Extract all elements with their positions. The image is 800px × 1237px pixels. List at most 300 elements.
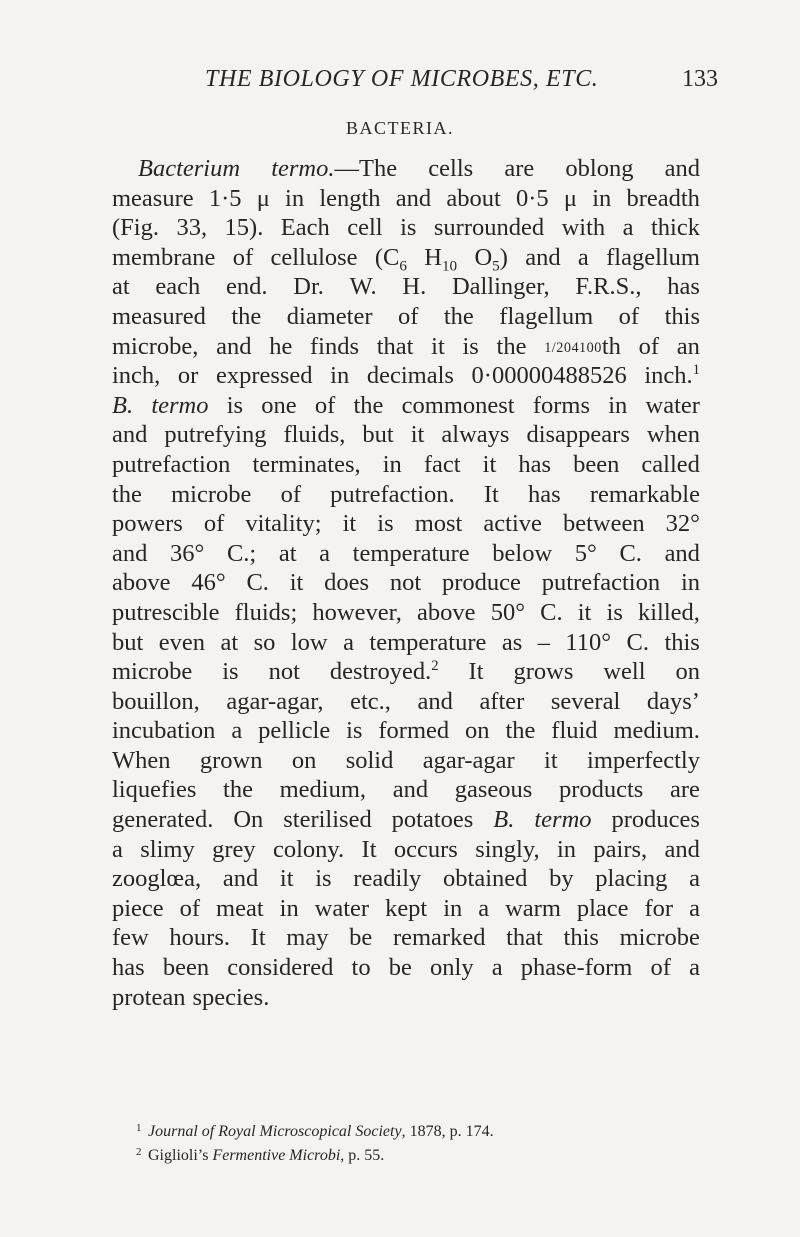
word (279, 539, 297, 569)
text-run: of (638, 332, 660, 360)
text-run: Dr. (293, 273, 324, 301)
word (525, 243, 560, 273)
word (227, 539, 256, 569)
word (246, 568, 268, 598)
text-run: killed, (638, 598, 700, 626)
text-run: inch, (112, 362, 161, 390)
text-run: in (279, 894, 299, 922)
word (424, 243, 457, 273)
italic-text: B. (112, 391, 134, 419)
word (223, 864, 258, 894)
word (226, 687, 323, 717)
footnote-reference: 1 (692, 362, 700, 379)
text-run: few (112, 924, 149, 952)
word (169, 923, 230, 953)
text-run: microbe (619, 924, 700, 952)
word (251, 923, 266, 953)
word (112, 391, 133, 421)
word (666, 509, 700, 539)
text-run: that (376, 332, 414, 360)
italic-text: termo (151, 391, 209, 419)
footnote-mark: 2 (136, 1146, 142, 1158)
text-run: been (573, 450, 620, 478)
text-run: microbe, (112, 332, 199, 360)
word (592, 184, 611, 214)
text-run: Giglioli’s (148, 1147, 213, 1164)
word (542, 568, 660, 598)
word (513, 657, 573, 687)
text-run: finds (310, 332, 360, 360)
text-run: forms (532, 391, 591, 419)
text-run: in (680, 569, 700, 597)
text-line (112, 598, 700, 628)
page-number: 133 (682, 66, 718, 92)
text-run: each (155, 273, 201, 301)
word (112, 243, 215, 273)
word (170, 539, 204, 569)
word (463, 332, 479, 362)
word (343, 628, 354, 658)
word (330, 657, 439, 687)
text-run: it (431, 332, 445, 360)
word (140, 835, 194, 865)
text-run: of (179, 894, 201, 922)
word (216, 361, 313, 391)
body-text (112, 154, 700, 1012)
text-run: the (231, 302, 262, 330)
word (310, 332, 359, 362)
text-run: 0·00000488526 (471, 362, 627, 390)
text-line (112, 450, 700, 480)
text-run: so (253, 628, 276, 656)
word (178, 361, 198, 391)
word (280, 864, 294, 894)
word (315, 864, 331, 894)
text-run: etc., (350, 687, 391, 715)
text-run: are (504, 155, 535, 182)
word (417, 598, 476, 628)
italic-text: Bacterium (138, 155, 241, 182)
word (367, 361, 454, 391)
text-run: has (518, 450, 552, 478)
word (112, 775, 196, 805)
text-run: inch. (644, 362, 693, 390)
text-run: are (670, 776, 700, 804)
word (483, 509, 542, 539)
text-run: commonest (401, 391, 515, 419)
text-run: he (269, 332, 293, 360)
word (638, 598, 700, 628)
word (112, 272, 130, 302)
text-run: water (314, 894, 370, 922)
word (544, 332, 621, 362)
word (502, 628, 522, 658)
word (497, 332, 527, 362)
text-run: on (465, 717, 490, 745)
text-run: of (618, 302, 640, 330)
word (245, 509, 321, 539)
word (330, 361, 349, 391)
text-run: most (414, 510, 463, 538)
text-run: C. (246, 569, 269, 597)
text-run: it (482, 450, 497, 478)
word (475, 835, 539, 865)
text-run: 110° (565, 628, 612, 656)
text-line (112, 184, 700, 214)
text-run: in (330, 362, 350, 390)
text-run: this (563, 924, 599, 952)
text-run: the (496, 332, 527, 360)
word (578, 598, 592, 628)
word (212, 835, 256, 865)
word (220, 628, 238, 658)
text-run: 5° (574, 539, 597, 567)
text-run: occurs (393, 835, 458, 863)
text-run: but (112, 628, 144, 656)
word (280, 894, 299, 924)
text-run: sterilised (283, 806, 372, 834)
text-run: meat (216, 894, 264, 922)
word (619, 539, 641, 569)
text-run: putrescible (112, 598, 220, 626)
text-run: It (250, 924, 266, 952)
word (112, 568, 171, 598)
text-line (112, 391, 700, 421)
text-run: a (343, 628, 354, 656)
text-run: fluids; (234, 598, 298, 626)
text-run: is (400, 214, 417, 242)
text-run: readily (353, 865, 422, 893)
word (544, 746, 558, 776)
word (469, 657, 484, 687)
text-run: has (527, 480, 561, 508)
text-run: – (537, 628, 550, 656)
text-run: and (664, 539, 700, 567)
italic-text: termo (534, 806, 592, 834)
text-run: 32° (665, 510, 700, 538)
running-head (205, 66, 725, 93)
text-run: incubation (112, 717, 216, 745)
text-run: C. (619, 539, 642, 567)
text-line (112, 243, 700, 273)
text-run: —The (334, 155, 398, 182)
text-run: days’ (646, 687, 700, 715)
word (223, 775, 253, 805)
text-run: grows (513, 658, 574, 686)
word (575, 272, 641, 302)
text-run: and (664, 155, 700, 182)
word (646, 391, 700, 421)
text-run: is (377, 510, 394, 538)
word (390, 568, 421, 598)
word (362, 420, 393, 450)
text-run: bouillon, (112, 687, 200, 715)
word (665, 302, 700, 332)
word (200, 746, 263, 776)
text-run: Each (280, 214, 330, 242)
word (415, 509, 463, 539)
text-run: as (501, 628, 523, 656)
text-line (112, 716, 700, 746)
word (112, 598, 220, 628)
text-run: to (351, 954, 371, 982)
word (346, 746, 394, 776)
word (505, 716, 535, 746)
text-run: 15). (224, 214, 264, 242)
text-run: however, (312, 598, 402, 626)
text-run: cell (347, 214, 383, 242)
text-run: putrefying (164, 421, 267, 449)
word (155, 272, 200, 302)
word (112, 480, 142, 510)
word (667, 272, 700, 302)
word (651, 953, 671, 983)
word (231, 716, 242, 746)
word (233, 243, 253, 273)
word (112, 184, 194, 214)
text-run: and (417, 687, 453, 715)
text-run: and (216, 332, 252, 360)
word (689, 894, 700, 924)
text-line (112, 480, 700, 510)
text-run: , p. 55. (340, 1147, 385, 1164)
text-run: even (158, 628, 206, 656)
text-run: fluids, (283, 421, 346, 449)
word (112, 746, 171, 776)
text-line (112, 894, 700, 924)
text-run: is (346, 717, 363, 745)
text-line (112, 983, 700, 1013)
text-line (112, 332, 700, 362)
word (563, 509, 645, 539)
text-run: On (233, 806, 264, 834)
word (639, 332, 659, 362)
word (324, 568, 369, 598)
text-run: measure (112, 184, 194, 212)
text-run: is (226, 391, 244, 419)
text-run: When (112, 746, 171, 774)
text-run: microbe (171, 480, 252, 508)
word (227, 953, 333, 983)
word (613, 716, 699, 746)
word (393, 923, 486, 953)
text-run: always (441, 421, 510, 449)
word (505, 894, 561, 924)
word (443, 864, 527, 894)
text-run: It (361, 835, 377, 863)
footnote (136, 1142, 706, 1166)
subscript: 10 (441, 257, 458, 275)
text-run: destroyed. (329, 658, 432, 686)
text-run: phase-form (520, 954, 633, 982)
word (319, 184, 380, 214)
text-run: μ (563, 184, 577, 212)
text-run: this (664, 302, 700, 330)
word (483, 450, 497, 480)
text-run: putrefaction. (330, 480, 455, 508)
word (383, 450, 402, 480)
text-run: produce (442, 569, 521, 597)
word (389, 953, 412, 983)
text-run: is (315, 865, 332, 893)
text-run: putrefaction (112, 450, 231, 478)
text-run: obtained (443, 865, 528, 893)
text-run: several (550, 687, 621, 715)
footnote-mark: 1 (136, 1122, 142, 1134)
word (540, 598, 562, 628)
word (619, 302, 639, 332)
italic-text: B. (493, 806, 515, 834)
footnote (136, 1118, 706, 1142)
word (538, 628, 550, 658)
text-run: is (606, 598, 623, 626)
word (565, 628, 611, 658)
text-run: products (558, 776, 644, 804)
text-run: of (397, 302, 419, 330)
text-line (112, 835, 700, 865)
text-run: diameter (286, 302, 373, 330)
word (343, 509, 357, 539)
text-line (112, 805, 700, 835)
text-run: O (474, 243, 493, 271)
word (222, 657, 238, 687)
text-run: it (289, 569, 304, 597)
text-run: kept (385, 894, 428, 922)
word (112, 450, 230, 480)
word (620, 923, 700, 953)
word (465, 716, 490, 746)
text-run: oblong (565, 155, 634, 182)
text-run: and (222, 865, 259, 893)
text-run: when (646, 421, 700, 449)
text-run: it (279, 865, 294, 893)
subscript: 6 (399, 257, 407, 275)
text-run: the (223, 776, 253, 804)
word (430, 953, 474, 983)
word (442, 568, 521, 598)
text-run: cells (428, 155, 474, 182)
text-run: piece (112, 894, 164, 922)
word (269, 657, 300, 687)
word (269, 332, 292, 362)
text-run: flagellum (499, 302, 594, 330)
word (506, 923, 543, 953)
text-run: 1·5 (208, 184, 242, 212)
text-run: membrane (112, 243, 216, 271)
word (271, 154, 397, 184)
text-run: C. (626, 628, 649, 656)
text-line (112, 154, 700, 184)
word (353, 864, 421, 894)
word (112, 687, 200, 717)
text-run: formed (378, 717, 450, 745)
text-run: protean (112, 983, 186, 1011)
text-run: or (177, 362, 199, 390)
text-line (112, 302, 700, 332)
word (565, 154, 633, 184)
text-run: of (203, 510, 225, 538)
word (159, 628, 205, 658)
word (518, 450, 551, 480)
word (164, 420, 266, 450)
word (577, 894, 629, 924)
word (283, 420, 345, 450)
text-line (112, 539, 700, 569)
text-run: a (577, 243, 589, 271)
text-run: of (650, 954, 671, 982)
word (557, 835, 576, 865)
word (350, 687, 391, 717)
word (492, 953, 503, 983)
word (551, 716, 597, 746)
text-run: between (562, 510, 645, 538)
text-run: a (231, 717, 243, 745)
text-run: It (468, 658, 484, 686)
text-run: and (112, 421, 148, 449)
word (225, 213, 264, 243)
text-run: ) (499, 243, 508, 271)
word (252, 450, 360, 480)
word (112, 361, 160, 391)
text-run: vitality; (245, 510, 322, 538)
word (446, 184, 500, 214)
text-run: the (112, 480, 142, 508)
text-run: with (561, 214, 606, 242)
text-run: zooglœa, (112, 865, 202, 893)
text-run: measured (112, 302, 206, 330)
text-run: gaseous (454, 776, 533, 804)
word (112, 213, 159, 243)
text-run: 50° (490, 598, 525, 626)
text-run: a (689, 894, 700, 922)
word (292, 746, 317, 776)
text-run: colony. (272, 835, 345, 863)
word (112, 539, 147, 569)
word (443, 894, 462, 924)
text-run: at (278, 539, 297, 567)
word (444, 302, 474, 332)
word (665, 539, 700, 569)
text-run: it (342, 510, 357, 538)
word (112, 420, 147, 450)
word (664, 628, 699, 658)
text-run: considered (227, 954, 334, 982)
word (499, 302, 593, 332)
text-run: medium, (279, 776, 367, 804)
text-run: and (392, 776, 429, 804)
word (346, 716, 362, 746)
text-run: in (608, 391, 628, 419)
word (424, 450, 461, 480)
word (112, 835, 123, 865)
word (281, 213, 330, 243)
word (180, 894, 200, 924)
word (623, 213, 634, 243)
word (235, 598, 298, 628)
text-run: below (492, 539, 553, 567)
word (627, 628, 649, 658)
word (644, 361, 700, 391)
text-line (112, 923, 700, 953)
word (478, 894, 489, 924)
text-line (112, 657, 700, 687)
word (163, 953, 209, 983)
text-run: does (324, 569, 370, 597)
text-run: putrefaction (541, 569, 661, 597)
text-run: 46° (191, 569, 226, 597)
word (533, 391, 590, 421)
text-run: active (483, 510, 542, 538)
